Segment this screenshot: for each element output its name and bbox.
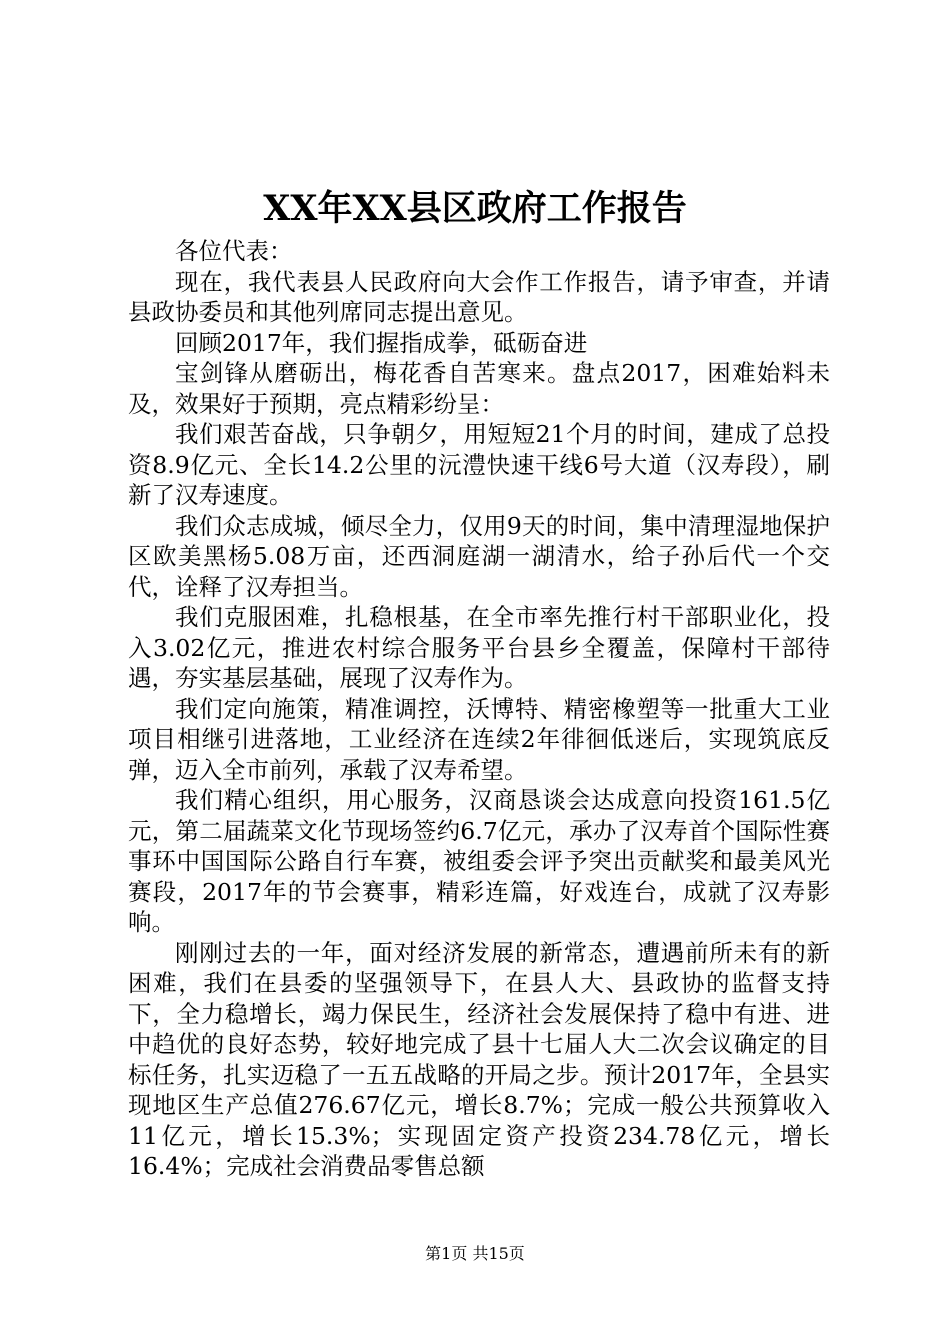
paragraph: 我们众志成城，倾尽全力，仅用9天的时间，集中清理湿地保护区欧美黑杨5.08万亩，还西洞庭湖一湖清水，给子孙后代一个交代，诠释了汉寿担当。 — [128, 511, 830, 601]
paragraph: 我们艰苦奋战，只争朝夕，用短短21个月的时间，建成了总投资8.9亿元、全长14.2公里的沅澧快速干线6号大道（汉寿段），刷新了汉寿速度。 — [128, 420, 830, 509]
paragraph: 现在，我代表县人民政府向大会作工作报告，请予审查，并请县政协委员和其他列席同志提出意见。 — [128, 267, 830, 326]
paragraph-salutation: 各位代表： — [175, 237, 293, 265]
paragraph: 我们定向施策，精准调控，沃博特、精密橡塑等一批重大工业项目相继引进落地，工业经济在连续2年徘徊低迷后，实现筑底反弹，迈入全市前列，承载了汉寿希望。 — [128, 694, 830, 784]
document-title: XX年XX县区政府工作报告 — [263, 188, 687, 229]
paragraph: 我们克服困难，扎稳根基，在全市率先推行村干部职业化，投入3.02亿元，推进农村综合服务平台县乡全覆盖，保障村干部待遇，夯实基层基础，展现了汉寿作为。 — [128, 603, 830, 692]
paragraph: 宝剑锋从磨砺出，梅花香自苦寒来。盘点2017，困难始料未及，效果好于预期，亮点精彩纷呈： — [128, 359, 830, 418]
page-number-footer: 第1页 共15页 — [425, 1244, 525, 1263]
paragraph: 回顾2017年，我们握指成拳，砥砺奋进 — [175, 328, 588, 357]
paragraph: 刚刚过去的一年，面对经济发展的新常态，遭遇前所未有的新困难，我们在县委的坚强领导下，在县人大、县政协的监督支持下，全力稳增长，竭力保民生，经济社会发展保持了稳中有进、进中趋优的良好态势，较好地完成了县十七届人大二次会议确定的目标任务，扎实迈稳了一五五战略的开局之步。预计2017年，全县实现地区生产总值276.67亿元，增长8.7%；完成一般公共预算收入11亿元，增长15.3%；实现固定资产投资234.78亿元，增长16.4%；完成社会消费品零售总额 — [128, 938, 830, 1180]
document-body — [128, 236, 830, 1182]
paragraph: 我们精心组织，用心服务，汉商恳谈会达成意向投资161.5亿元，第二届蔬菜文化节现场签约6.7亿元，承办了汉寿首个国际性赛事环中国国际公路自行车赛，被组委会评予突出贡献奖和最美风光赛段，2017年的节会赛事，精彩连篇，好戏连台，成就了汉寿影响。 — [128, 786, 830, 936]
